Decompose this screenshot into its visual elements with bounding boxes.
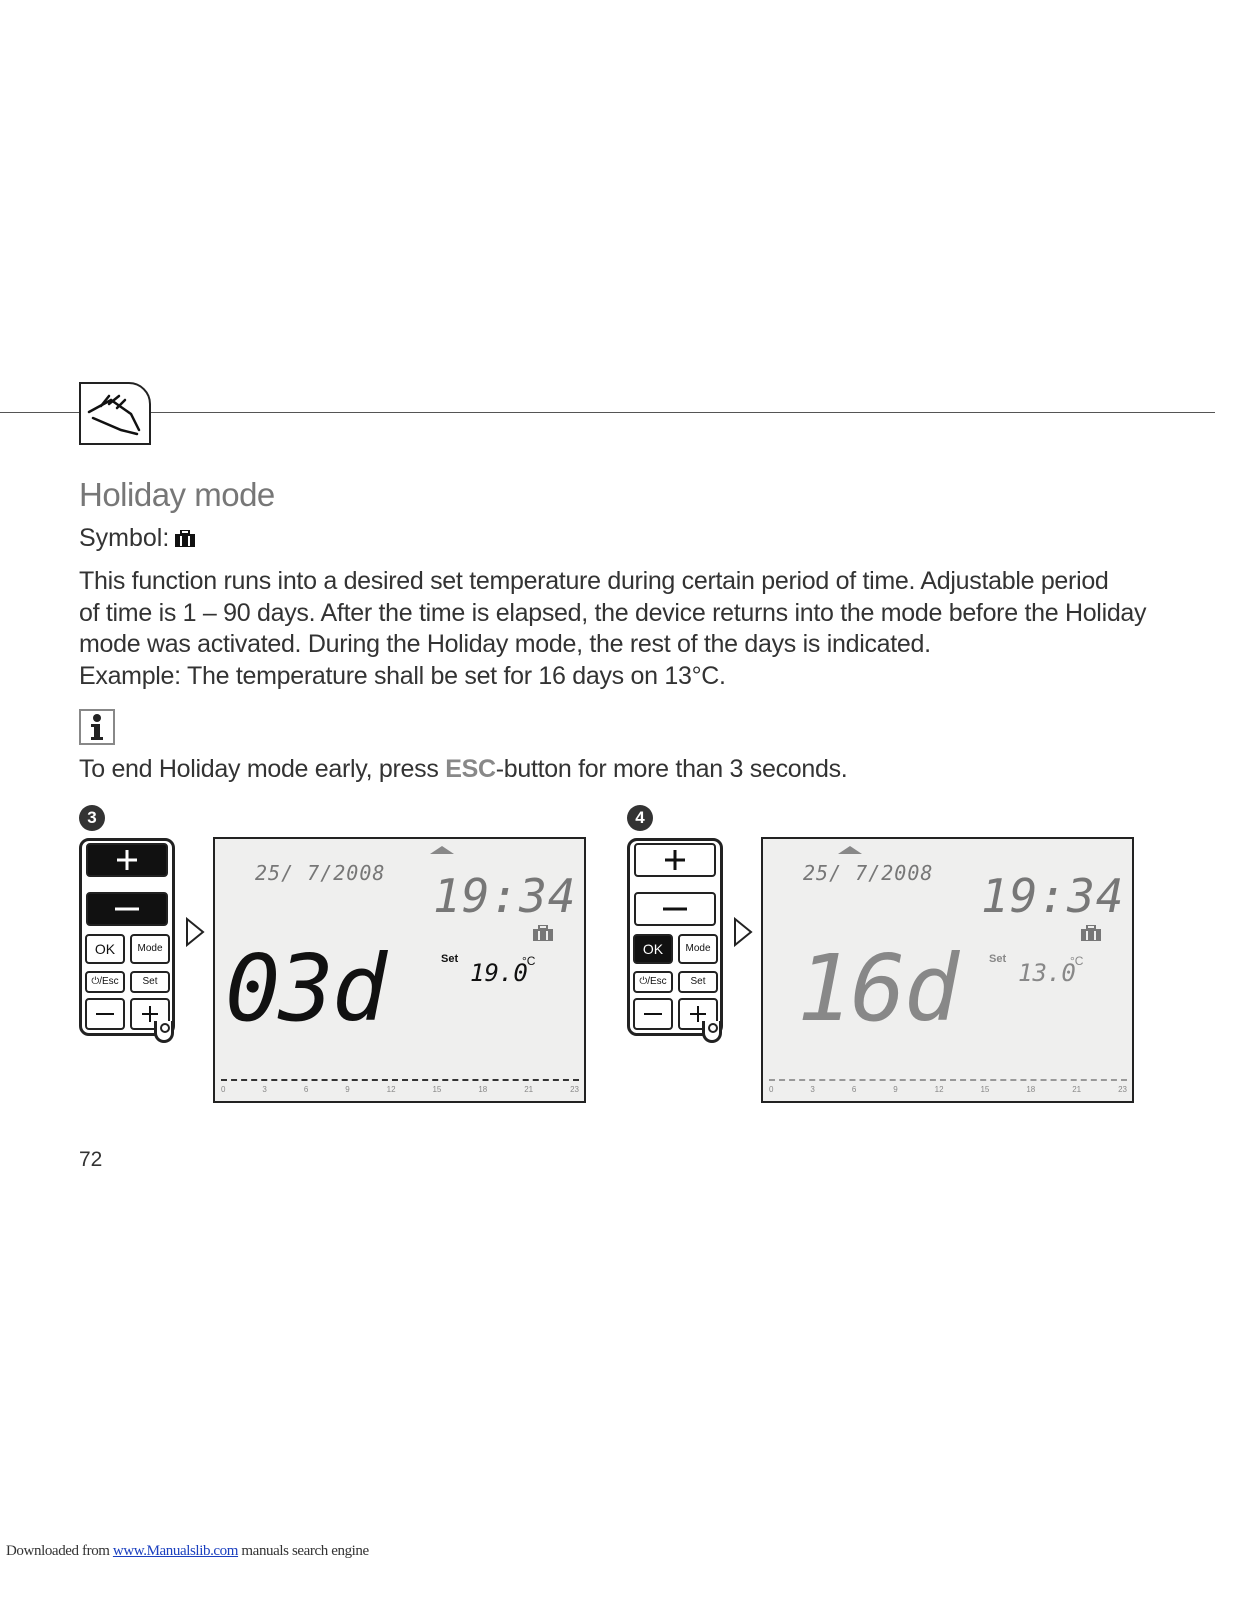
footer-suffix: manuals search engine xyxy=(238,1543,369,1559)
small-minus-button[interactable] xyxy=(633,998,673,1030)
lcd-hour-ticks xyxy=(769,1085,1127,1094)
body-line: Example: The temperature shall be set for 16 days on 13°C. xyxy=(79,661,726,690)
body-line: of time is 1 – 90 days. After the time is elapsed, the device returns into the mode before the Holiday xyxy=(79,598,1147,627)
day-marker-icon xyxy=(838,845,862,855)
hour-tick: 9 xyxy=(893,1085,898,1094)
lcd-display xyxy=(213,837,586,1103)
lcd-hour-ticks xyxy=(221,1085,579,1094)
hour-tick: 9 xyxy=(345,1085,350,1094)
step-number: 4 xyxy=(627,805,653,831)
header-rule xyxy=(0,412,1215,413)
lcd-days-remaining: 16d xyxy=(797,935,958,1042)
footer-prefix: Downloaded from xyxy=(6,1543,113,1559)
lcd-days-remaining: 03d xyxy=(225,935,386,1042)
esc-key-label: ESC xyxy=(445,755,496,783)
hour-tick: 12 xyxy=(386,1085,396,1094)
suitcase-icon xyxy=(175,530,195,547)
hour-tick: 21 xyxy=(524,1085,534,1094)
lcd-date: 25/ 7/2008 xyxy=(255,861,386,885)
page-number: 72 xyxy=(79,1148,103,1171)
body-line: mode was activated. During the Holiday mode, the rest of the days is indicated. xyxy=(79,630,931,658)
hour-tick: 0 xyxy=(769,1085,774,1094)
hour-tick: 6 xyxy=(303,1085,309,1094)
note-before: To end Holiday mode early, press xyxy=(79,755,446,783)
body-text xyxy=(79,566,1189,692)
note-text xyxy=(79,755,847,784)
esc-button[interactable]: ⏻/Esc xyxy=(633,971,673,993)
hour-tick: 18 xyxy=(478,1085,488,1094)
keypad-tab xyxy=(154,1021,174,1043)
suitcase-icon xyxy=(533,925,553,941)
hour-tick: 6 xyxy=(851,1085,857,1094)
ok-button[interactable]: OK xyxy=(633,934,673,964)
lcd-temperature: 19.0 xyxy=(470,959,528,987)
lcd-date: 25/ 7/2008 xyxy=(803,861,934,885)
lcd-timeline xyxy=(769,1079,1127,1081)
hour-tick: 23 xyxy=(570,1085,579,1094)
hour-tick: 3 xyxy=(810,1085,815,1094)
hand-icon xyxy=(79,382,151,445)
symbol-line xyxy=(79,524,195,553)
arrow-right-icon xyxy=(185,917,205,947)
mode-button[interactable]: Mode xyxy=(130,934,170,964)
hour-tick: 12 xyxy=(934,1085,944,1094)
keypad-tab xyxy=(702,1021,722,1043)
suitcase-icon xyxy=(1081,925,1101,941)
lcd-display xyxy=(761,837,1134,1103)
small-minus-button[interactable] xyxy=(85,998,125,1030)
lcd-temperature: 13.0 xyxy=(1018,959,1076,987)
hour-tick: 21 xyxy=(1072,1085,1082,1094)
mode-button[interactable]: Mode xyxy=(678,934,718,964)
hour-tick: 23 xyxy=(1118,1085,1127,1094)
symbol-label: Symbol: xyxy=(79,524,170,552)
keypad xyxy=(79,838,175,1036)
note-after: -button for more than 3 seconds. xyxy=(495,755,848,783)
hour-tick: 0 xyxy=(221,1085,226,1094)
lcd-set-label: Set xyxy=(441,953,459,965)
keypad xyxy=(627,838,723,1036)
day-marker-icon xyxy=(430,845,454,855)
step-number: 3 xyxy=(79,805,105,831)
lcd-unit: °C xyxy=(1070,954,1084,968)
lcd-set-label: Set xyxy=(989,953,1007,965)
footer xyxy=(6,1543,369,1560)
hour-tick: 18 xyxy=(1026,1085,1036,1094)
hour-tick: 15 xyxy=(432,1085,442,1094)
lcd-timeline xyxy=(221,1079,579,1081)
set-button[interactable]: Set xyxy=(130,971,170,993)
plus-button[interactable] xyxy=(634,843,716,877)
footer-link[interactable]: www.Manualslib.com xyxy=(112,1543,239,1559)
minus-button[interactable] xyxy=(634,892,716,926)
lcd-unit: °C xyxy=(522,954,536,968)
esc-button[interactable]: ⏻/Esc xyxy=(85,971,125,993)
body-line: This function runs into a desired set temperature during certain period of time. Adjustable period xyxy=(79,567,1109,595)
section-title: Holiday mode xyxy=(79,476,275,513)
lcd-time: 19:34 xyxy=(981,869,1125,923)
arrow-right-icon xyxy=(733,917,753,947)
set-button[interactable]: Set xyxy=(678,971,718,993)
lcd-time: 19:34 xyxy=(433,869,577,923)
minus-button[interactable] xyxy=(86,892,168,926)
hour-tick: 15 xyxy=(980,1085,990,1094)
ok-button[interactable]: OK xyxy=(85,934,125,964)
info-icon xyxy=(79,709,115,745)
plus-button[interactable] xyxy=(86,843,168,877)
hour-tick: 3 xyxy=(262,1085,267,1094)
